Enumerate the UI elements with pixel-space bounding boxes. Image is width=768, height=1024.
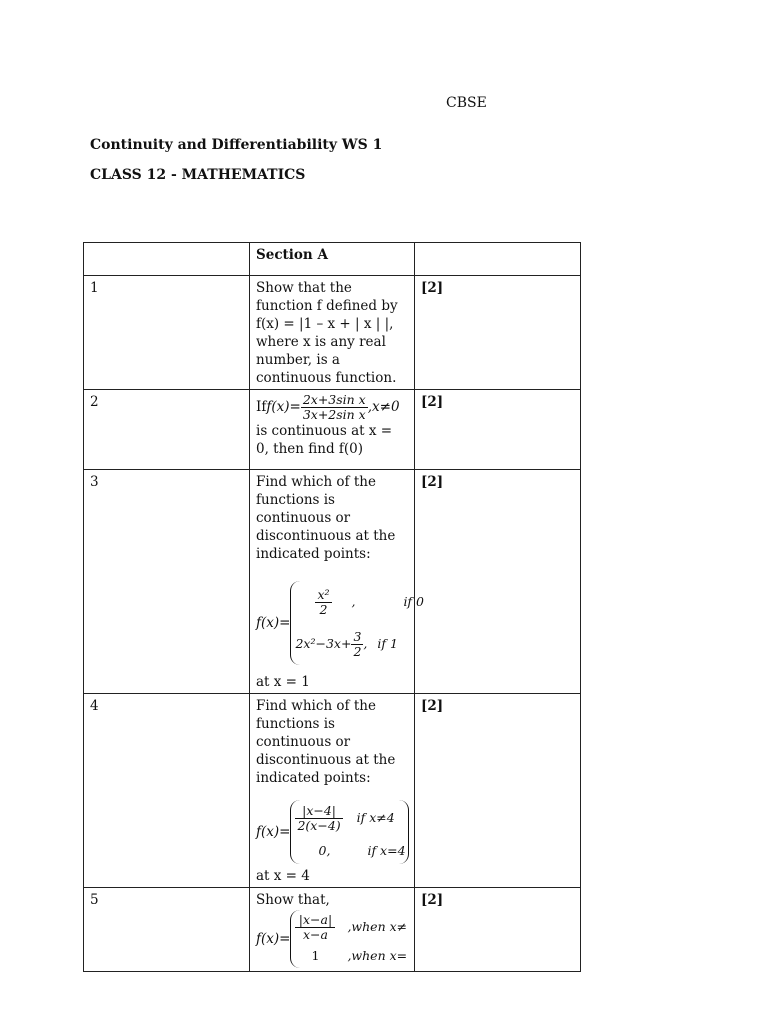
piece-1: [295, 913, 407, 942]
fraction-numerator: |x−a|: [295, 913, 335, 928]
fraction: [315, 588, 331, 617]
section-header-row: [84, 243, 581, 276]
brace: [290, 800, 408, 864]
board-label: CBSE: [446, 95, 487, 111]
marks: [2]: [415, 390, 581, 470]
separator: ,: [363, 635, 368, 651]
empty-cell: [415, 243, 581, 276]
table-row: [84, 390, 581, 470]
class-subtitle: CLASS 12 - MATHEMATICS: [90, 167, 306, 183]
piece-condition: ,when x≠: [347, 918, 408, 934]
fraction-denominator: 3x+2sin x: [302, 407, 366, 422]
question-text: Find which of the functions is continuous or discontinuous at the indicated points:: [256, 474, 396, 562]
marks: [2]: [415, 888, 581, 972]
fraction: [295, 804, 342, 833]
table-row: [84, 694, 581, 888]
piece-condition: ,when x=: [347, 948, 408, 964]
question-number: 5: [84, 888, 250, 972]
question-number: 4: [84, 694, 250, 888]
fraction-denominator: 2: [353, 643, 362, 659]
piecewise-function: [256, 577, 424, 669]
table-row: [84, 888, 581, 972]
fraction: [351, 630, 363, 659]
separator: ,: [351, 593, 356, 609]
fraction-numerator: |x−4|: [295, 804, 342, 819]
table-row: [84, 470, 581, 694]
fraction: [295, 913, 335, 942]
question-number: 2: [84, 390, 250, 470]
piece-condition: if x≠4: [356, 810, 395, 826]
question-cell: [250, 470, 424, 694]
equation-lead: If: [256, 399, 267, 415]
question-text: is continuous at x = 0, then find f(0): [256, 423, 393, 457]
piece-condition: if 0: [403, 593, 424, 609]
piece-condition: if x=4: [367, 842, 406, 858]
question-cell: [250, 390, 415, 470]
question-text: Show that,: [256, 892, 330, 908]
brace: [290, 581, 424, 665]
piece-2: [295, 630, 424, 659]
section-heading: Section A: [250, 243, 415, 276]
piecewise-function: [256, 909, 414, 969]
piece-1: [295, 804, 405, 833]
question-text: Show that the function f defined by f(x) = |1 – x + | x | |, where x is any real number, is a continuous function.: [250, 276, 415, 390]
table-row: [84, 276, 581, 390]
function-lhs: f(x)=: [256, 615, 291, 631]
question-cell: [250, 694, 415, 888]
marks: [2]: [415, 276, 581, 390]
equation-condition: ,x≠0: [367, 399, 400, 415]
question-cell: [250, 888, 415, 972]
fraction-denominator: 2: [319, 601, 328, 617]
piece-2: [295, 947, 407, 965]
empty-cell: [84, 243, 250, 276]
equation: [256, 393, 408, 422]
piecewise-function: [256, 797, 408, 867]
worksheet-title: Continuity and Differentiability WS 1: [90, 137, 383, 153]
brace: [290, 910, 407, 968]
question-number: 1: [84, 276, 250, 390]
fraction-numerator: x²: [317, 586, 330, 602]
equation-lhs: f(x)=: [266, 399, 301, 415]
question-number: 3: [84, 470, 250, 694]
piece-2: [295, 842, 405, 860]
piece-expression: 0,: [318, 842, 331, 858]
fraction-numerator: 3: [353, 628, 362, 644]
piece-expression: 1: [311, 948, 320, 964]
fraction-denominator: x−a: [302, 926, 328, 942]
function-lhs: f(x)=: [256, 824, 291, 840]
marks: [2]: [415, 694, 581, 888]
evaluation-point: at x = 4: [256, 868, 310, 884]
question-text: Find which of the functions is continuous or discontinuous at the indicated points:: [256, 698, 396, 786]
fraction-denominator: 2(x−4): [297, 818, 341, 834]
piece-condition: if 1: [377, 635, 398, 651]
questions-table: [83, 242, 581, 972]
evaluation-point: at x = 1: [256, 674, 310, 690]
marks: [2]: [415, 470, 581, 694]
piece-expression: 2x²−3x+: [295, 635, 352, 651]
fraction: [301, 393, 368, 422]
piece-1: [295, 588, 424, 617]
fraction-numerator: 2x+3sin x: [302, 392, 366, 407]
function-lhs: f(x)=: [256, 931, 291, 947]
